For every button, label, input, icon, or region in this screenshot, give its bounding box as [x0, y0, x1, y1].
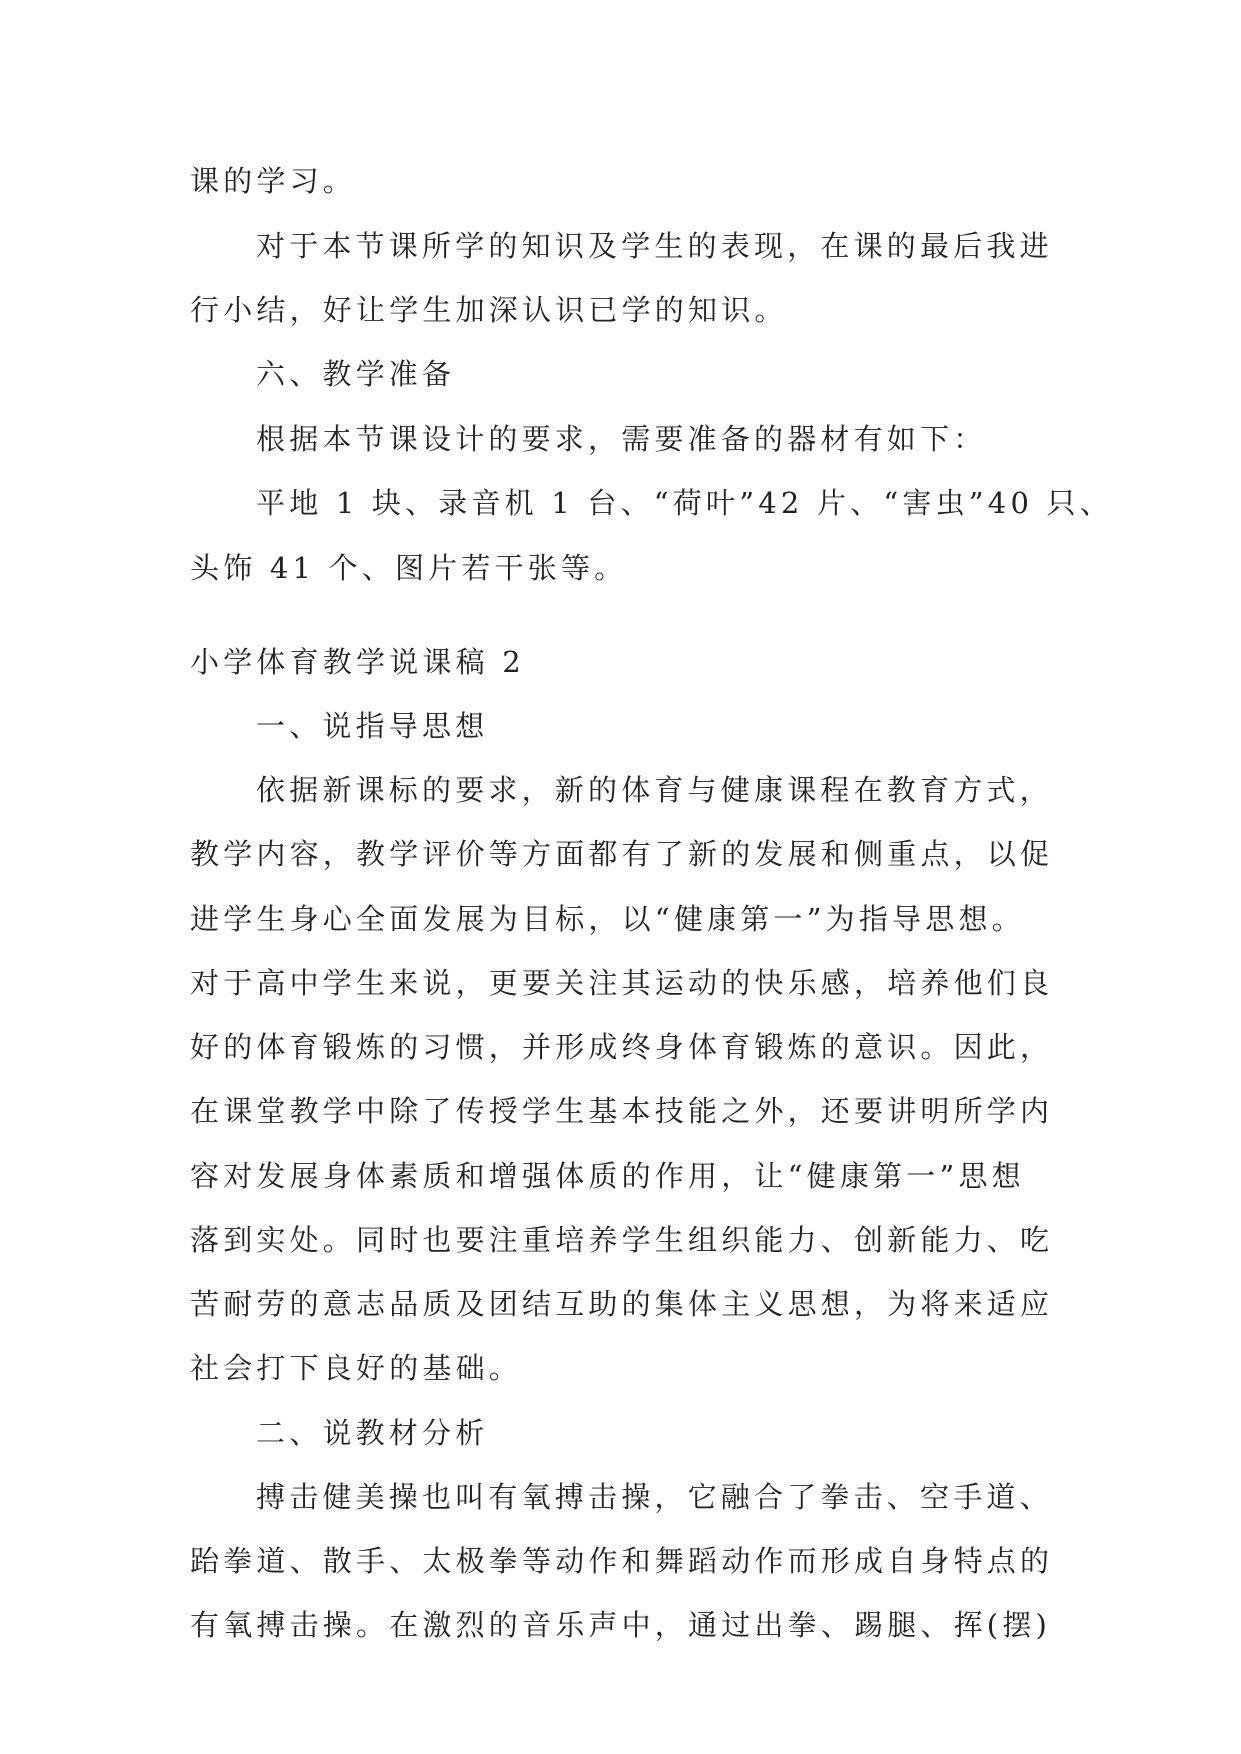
body-text-line: 行小结，好让学生加深认识已学的知识。: [190, 293, 788, 327]
body-text-line: 容对发展身体素质和增强体质的作用，让“健康第一”思想: [190, 1159, 1025, 1193]
document-title: 小学体育教学说课稿 2: [190, 645, 525, 679]
body-text-line: 课的学习。: [190, 164, 357, 198]
section-heading: 二、说教材分析: [256, 1416, 489, 1450]
body-text-line: 跆拳道、散手、太极拳等动作和舞蹈动作而形成自身特点的: [190, 1544, 1054, 1578]
section-heading: 一、说指导思想: [256, 709, 489, 743]
body-text-line: 根据本节课设计的要求，需要准备的器材有如下：: [256, 422, 987, 456]
body-text-line: 头饰 41 个、图片若干张等。: [190, 551, 628, 585]
body-text-line: 有氧搏击操。在激烈的音乐声中，通过出拳、踢腿、挥(摆): [190, 1608, 1052, 1642]
body-text-line: 进学生身心全面发展为目标，以“健康第一”为指导思想。: [190, 902, 1025, 936]
body-text-line: 搏击健美操也叫有氧搏击操，它融合了拳击、空手道、: [256, 1480, 1053, 1514]
body-text-line: 落到实处。同时也要注重培养学生组织能力、创新能力、吃: [190, 1223, 1054, 1257]
body-text-line: 在课堂教学中除了传授学生基本技能之外，还要讲明所学内: [190, 1094, 1054, 1128]
body-text-line: 对于高中学生来说，更要关注其运动的快乐感，培养他们良: [190, 966, 1054, 1000]
section-heading: 六、教学准备: [256, 357, 456, 391]
body-text-line: 苦耐劳的意志品质及团结互助的集体主义思想，为将来适应: [190, 1287, 1054, 1321]
body-text-line: 社会打下良好的基础。: [190, 1351, 523, 1385]
body-text-line: 对于本节课所学的知识及学生的表现，在课的最后我进: [256, 229, 1053, 263]
body-text-line: 好的体育锻炼的习惯，并形成终身体育锻炼的意识。因此，: [190, 1030, 1054, 1064]
body-text-line: 依据新课标的要求，新的体育与健康课程在教育方式，: [256, 773, 1053, 807]
body-text-line: 平地 1 块、录音机 1 台、“荷叶”42 片、“害虫”40 只、: [256, 486, 1113, 520]
body-text-line: 教学内容，教学评价等方面都有了新的发展和侧重点，以促: [190, 837, 1054, 871]
